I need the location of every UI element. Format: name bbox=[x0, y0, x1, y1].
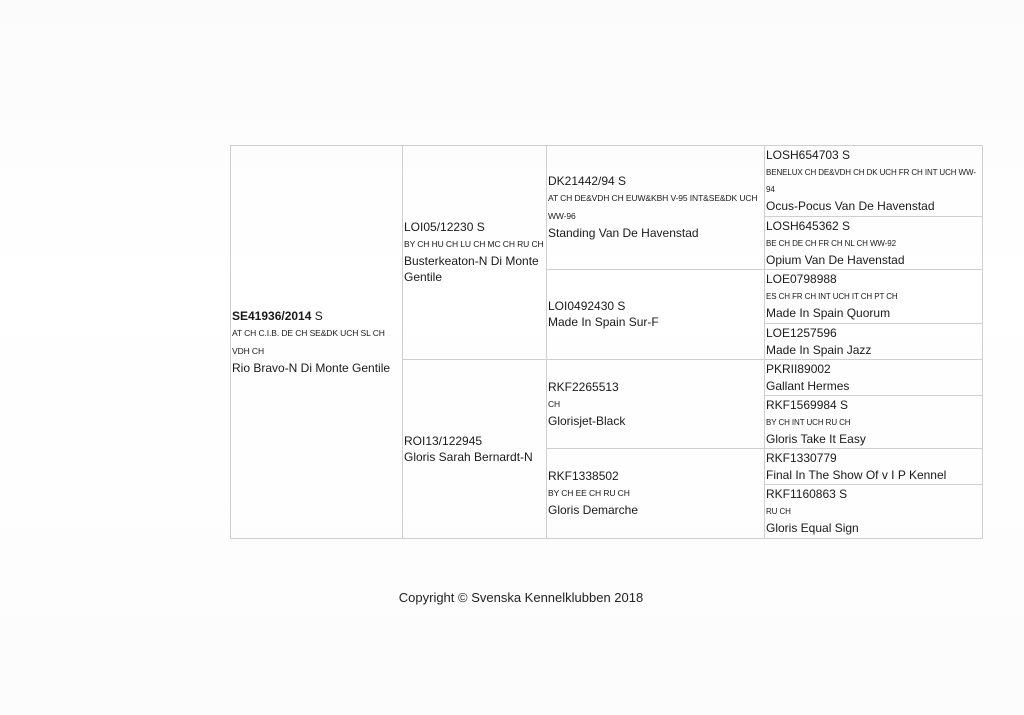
dds-reg: RKF1330779 bbox=[766, 450, 837, 465]
sds-name: Made In Spain Quorum bbox=[766, 306, 891, 320]
ssd-cell bbox=[765, 217, 983, 270]
ddd-cell bbox=[765, 485, 983, 539]
dsd-reg: RKF1569984 S bbox=[766, 397, 849, 412]
dam-reg: ROI13/122945 bbox=[404, 433, 483, 448]
dds-name: Final In The Show Of v I P Kennel bbox=[766, 467, 947, 482]
dds-cell bbox=[765, 449, 983, 485]
dss-cell bbox=[765, 360, 983, 396]
sds-cell bbox=[765, 270, 983, 324]
ssd-reg: LOSH645362 S bbox=[766, 218, 851, 233]
sss-cell bbox=[765, 146, 983, 217]
sss-name: Ocus-Pocus Van De Havenstad bbox=[766, 199, 935, 213]
ds-name: Glorisjet-Black bbox=[548, 413, 626, 428]
dog-reg: SE41936/2014 S bbox=[232, 308, 323, 323]
sire-cell bbox=[403, 146, 547, 360]
sd-cell bbox=[547, 270, 765, 360]
ss-titles: AT CH DE&VDH CH EUW&KBH V-95 INT&SE&DK UCH WW-96 bbox=[548, 193, 758, 221]
dd-name: Gloris Demarche bbox=[548, 503, 639, 517]
copyright-text: Copyright © Svenska Kennelklubben 2018 bbox=[398, 590, 644, 605]
sd-name: Made In Spain Sur-F bbox=[548, 315, 659, 329]
dog-name: Rio Bravo-N Di Monte Gentile bbox=[232, 360, 391, 375]
ss-name: Standing Van De Havenstad bbox=[548, 226, 699, 240]
dog-cell bbox=[231, 146, 403, 539]
dss-reg: PKRII89002 bbox=[766, 361, 831, 376]
ds-titles: CH bbox=[548, 398, 561, 409]
ddd-name: Gloris Equal Sign bbox=[766, 521, 859, 535]
ss-reg: DK21442/94 S bbox=[548, 174, 627, 188]
dsd-name: Gloris Take It Easy bbox=[766, 431, 866, 446]
ss-cell bbox=[547, 146, 765, 270]
sss-titles: BENELUX CH DE&VDH CH DK UCH FR CH INT UCH WW-94 bbox=[766, 168, 976, 194]
sss-reg: LOSH654703 S bbox=[766, 148, 851, 162]
sdd-cell bbox=[765, 324, 983, 360]
ds-reg: RKF2265513 bbox=[548, 379, 619, 394]
ds-cell bbox=[547, 360, 765, 449]
sdd-reg: LOE1257596 bbox=[766, 325, 837, 340]
sire-reg: LOI05/12230 S bbox=[404, 220, 485, 234]
dog-titles: AT CH C.I.B. DE CH SE&DK UCH SL CH VDH CH bbox=[232, 327, 385, 356]
pedigree-table bbox=[230, 145, 983, 539]
ssd-name: Opium Van De Havenstad bbox=[766, 252, 905, 267]
dsd-cell bbox=[765, 396, 983, 449]
sire-titles: BY CH HU CH LU CH MC CH RU CH bbox=[404, 239, 544, 249]
sdd-name: Made In Spain Jazz bbox=[766, 342, 872, 357]
dd-cell bbox=[547, 449, 765, 539]
ddd-titles: RU CH bbox=[766, 507, 791, 516]
dam-name: Gloris Sarah Bernardt-N bbox=[404, 449, 533, 464]
dd-reg: RKF1338502 bbox=[548, 469, 619, 483]
dam-cell bbox=[403, 360, 547, 539]
sd-reg: LOI0492430 S bbox=[548, 299, 626, 313]
dsd-titles: BY CH INT UCH RU CH bbox=[766, 417, 851, 427]
dss-name: Gallant Hermes bbox=[766, 378, 850, 393]
ssd-titles: BE CH DE CH FR CH NL CH WW-92 bbox=[766, 238, 896, 248]
sds-reg: LOE0798988 bbox=[766, 272, 837, 286]
sire-name: Busterkeaton-N Di Monte Gentile bbox=[404, 254, 539, 284]
ddd-reg: RKF1160863 S bbox=[766, 487, 848, 501]
dd-titles: BY CH EE CH RU CH bbox=[548, 488, 630, 498]
sds-titles: ES CH FR CH INT UCH IT CH PT CH bbox=[766, 292, 898, 301]
